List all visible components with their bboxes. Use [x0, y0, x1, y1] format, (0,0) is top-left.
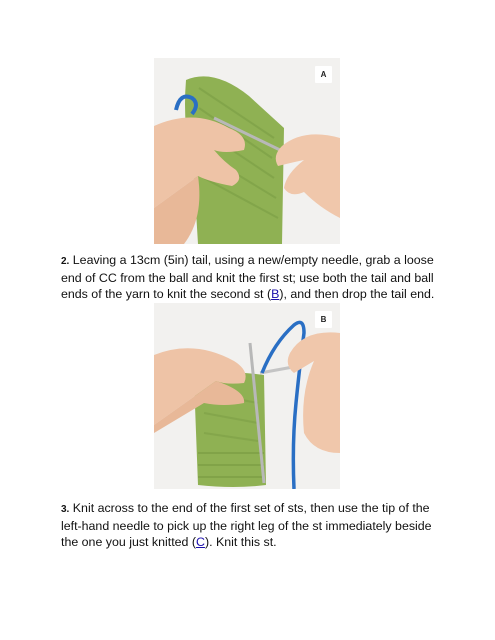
photo-step-b	[154, 303, 340, 489]
step-3-number: 3.	[61, 504, 70, 515]
photo-step-a	[154, 58, 340, 244]
photo-a-badge: A	[315, 66, 332, 83]
photo-c-link[interactable]: C	[196, 535, 205, 549]
photo-b-link[interactable]: B	[271, 287, 280, 301]
photo-b-illustration	[154, 303, 340, 489]
step-3-text-before: Knit across to the end of the first set of sts, then use the tip of the left-hand needle to pick up the right leg of the st immediately beside the one you just knitted (	[61, 501, 432, 549]
step-2-number: 2.	[61, 256, 70, 267]
photo-b-badge: B	[315, 311, 332, 328]
step-2-text-after: ), and then drop the tail end.	[279, 287, 435, 301]
instruction-step-3	[61, 500, 441, 550]
photo-a-illustration	[154, 58, 340, 244]
step-3-text-after: ). Knit this st.	[204, 535, 277, 549]
instruction-step-2	[61, 252, 441, 302]
step-2-text-before: Leaving a 13cm (5in) tail, using a new/empty needle, grab a loose end of CC from the ball and knit the first st; use both the tail and ball ends of the yarn to knit the second st (	[61, 253, 434, 301]
